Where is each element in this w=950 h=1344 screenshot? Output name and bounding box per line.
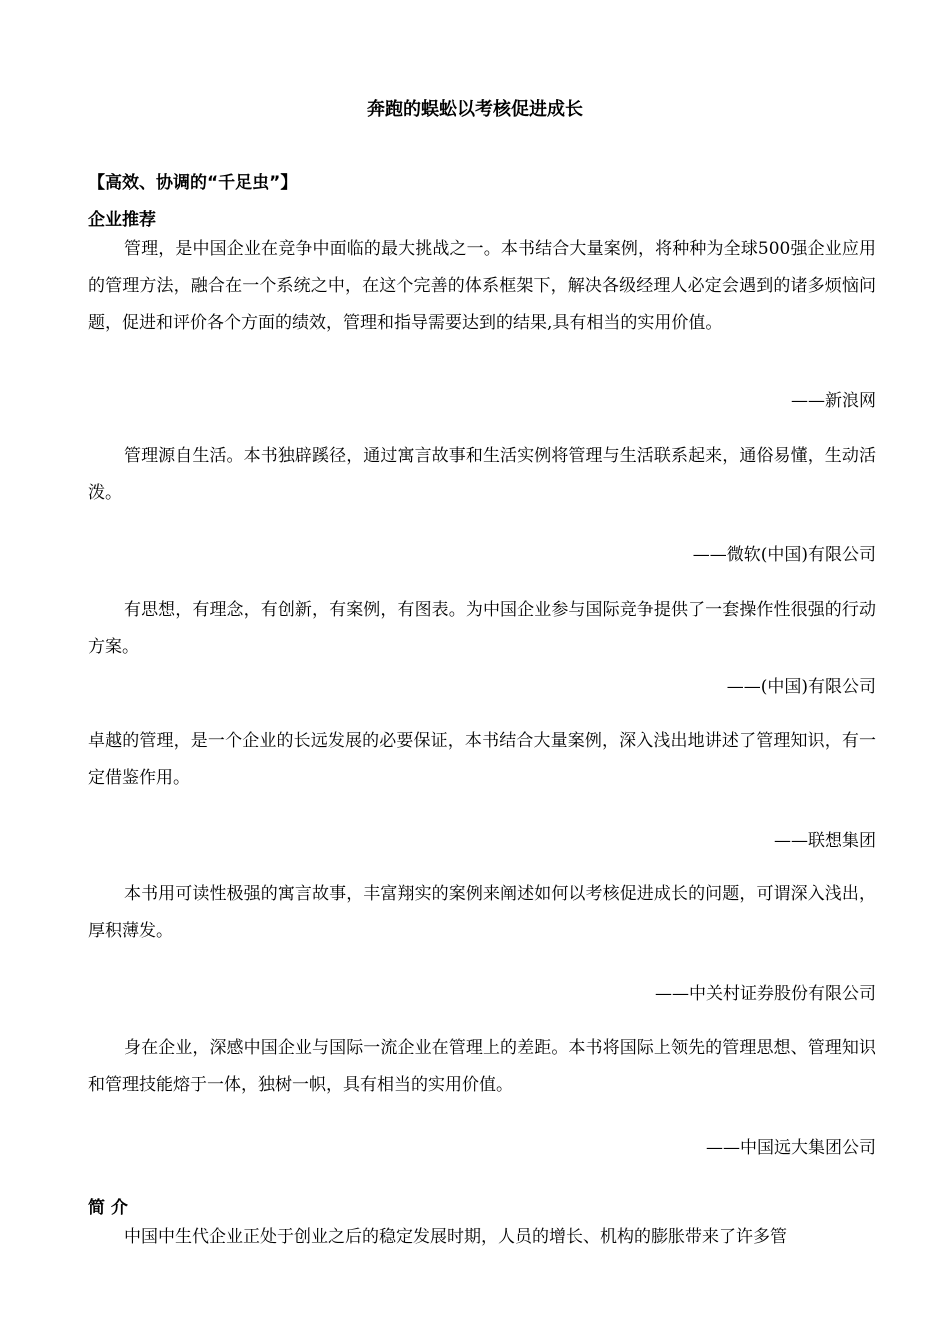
section-heading: 【高效、协调的“千足虫”】 xyxy=(88,173,298,193)
subsection-heading: 企业推荐 xyxy=(88,210,156,230)
recommendation-source: ——新浪网 xyxy=(791,391,876,411)
recommendation-source: ——联想集团 xyxy=(774,831,876,851)
recommendation-source: ——中关村证券股份有限公司 xyxy=(655,984,876,1004)
recommendation-source: ——中国远大集团公司 xyxy=(706,1138,876,1158)
recommendation-text: 身在企业，深感中国企业与国际一流企业在管理上的差距。本书将国际上领先的管理思想、管理知识和管理技能熔于一体，独树一帜，具有相当的实用价值。 xyxy=(88,1038,876,1095)
recommendation-text: 管理源自生活。本书独辟蹊径，通过寓言故事和生活实例将管理与生活联系起来，通俗易懂，生动活泼。 xyxy=(88,446,876,503)
recommendation-text: 卓越的管理，是一个企业的长远发展的必要保证，本书结合大量案例，深入浅出地讲述了管理知识，有一定借鉴作用。 xyxy=(88,731,876,788)
recommendation-source: ——微软(中国)有限公司 xyxy=(692,545,876,565)
document-title: 奔跑的蜈蚣以考核促进成长 xyxy=(367,99,583,120)
intro-text: 中国中生代企业正处于创业之后的稳定发展时期，人员的增长、机构的膨胀带来了许多管 xyxy=(124,1227,787,1247)
recommendation-text: 有思想，有理念，有创新，有案例，有图表。为中国企业参与国际竞争提供了一套操作性很强的行动方案。 xyxy=(88,600,876,657)
recommendation-source: ——(中国)有限公司 xyxy=(726,677,876,697)
recommendation-text: 本书用可读性极强的寓言故事，丰富翔实的案例来阐述如何以考核促进成长的问题，可谓深入浅出，厚积薄发。 xyxy=(88,884,876,941)
recommendation-text: 管理，是中国企业在竞争中面临的最大挑战之一。本书结合大量案例，将种种为全球500强企业应用的管理方法，融合在一个系统之中，在这个完善的体系框架下，解决各级经理人必定会遇到的诸多烦恼问题，促进和评价各个方面的绩效，管理和指导需要达到的结果,具有相当的实用价值。 xyxy=(88,239,876,333)
intro-heading: 简 介 xyxy=(88,1198,128,1218)
